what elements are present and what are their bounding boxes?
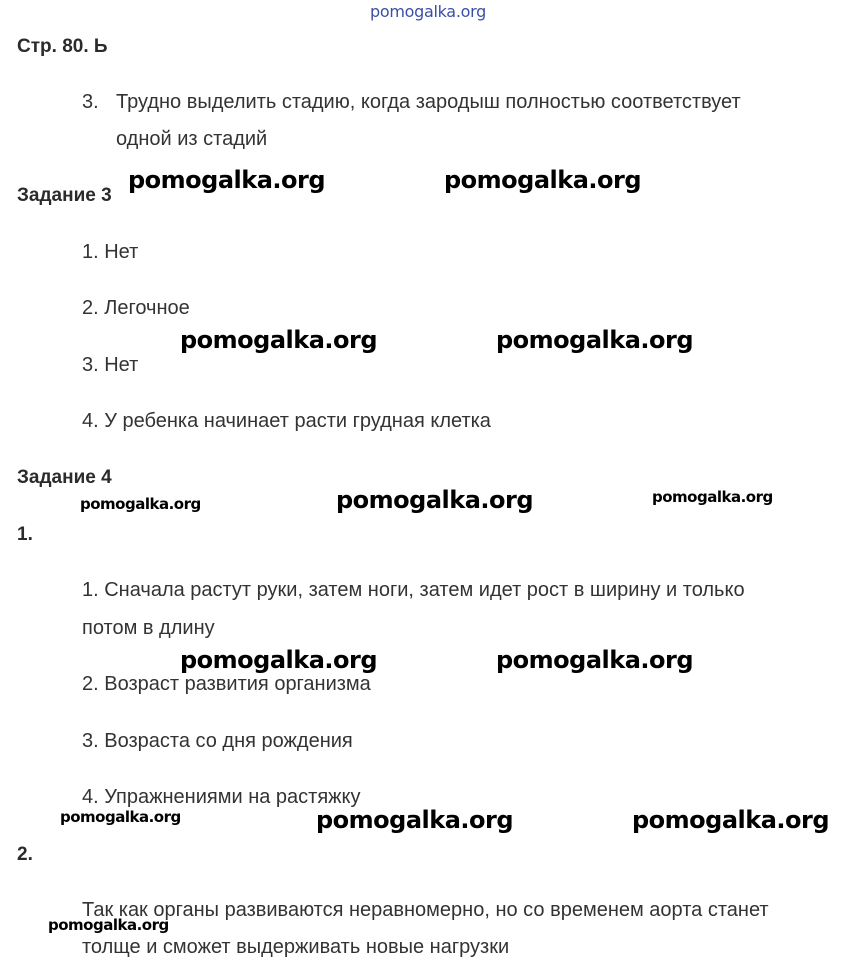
task-3-item-2: 2. Легочное [82,297,190,319]
watermark: pomogalka.org [180,326,378,354]
task-4-item-2: 2. Возраст развития организма [82,673,371,695]
task-3-item-4: 4. У ребенка начинает расти грудная клетка [82,410,491,432]
watermark: pomogalka.org [80,495,201,513]
watermark-top: pomogalka.org [370,2,486,21]
page-reference: Стр. 80. Ь [17,36,108,57]
task-4-part-1-label: 1. [17,524,33,545]
task-4-item-3: 3. Возраста со дня рождения [82,730,353,752]
task-3-item-1: 1. Нет [82,241,139,263]
watermark: pomogalka.org [316,806,514,834]
watermark: pomogalka.org [444,166,642,194]
intro-line-1: Трудно выделить стадию, когда зародыш полностью соответствует [116,91,741,113]
watermark: pomogalka.org [496,326,694,354]
task-4-title: Задание 4 [17,467,112,488]
task-4-item-1-line-1: 1. Сначала растут руки, затем ноги, затем идет рост в ширину и только [82,579,745,601]
watermark: pomogalka.org [180,646,378,674]
watermark: pomogalka.org [60,808,181,826]
task-4-part-2-label: 2. [17,844,33,865]
task-4-part-2-line-2: толще и сможет выдерживать новые нагрузки [82,936,510,958]
task-3-title: Задание 3 [17,185,112,206]
watermark: pomogalka.org [652,488,773,506]
watermark: pomogalka.org [632,806,830,834]
watermark: pomogalka.org [48,916,169,934]
task-3-item-3: 3. Нет [82,354,139,376]
task-4-item-4: 4. Упражнениями на растяжку [82,786,361,808]
task-4-item-1-line-2: потом в длину [82,617,215,639]
watermark: pomogalka.org [496,646,694,674]
intro-number: 3. [82,91,99,113]
watermark: pomogalka.org [336,486,534,514]
intro-line-2: одной из стадий [116,128,268,150]
task-4-part-2-line-1: Так как органы развиваются неравномерно, но со временем аорта станет [82,899,769,921]
watermark: pomogalka.org [128,166,326,194]
